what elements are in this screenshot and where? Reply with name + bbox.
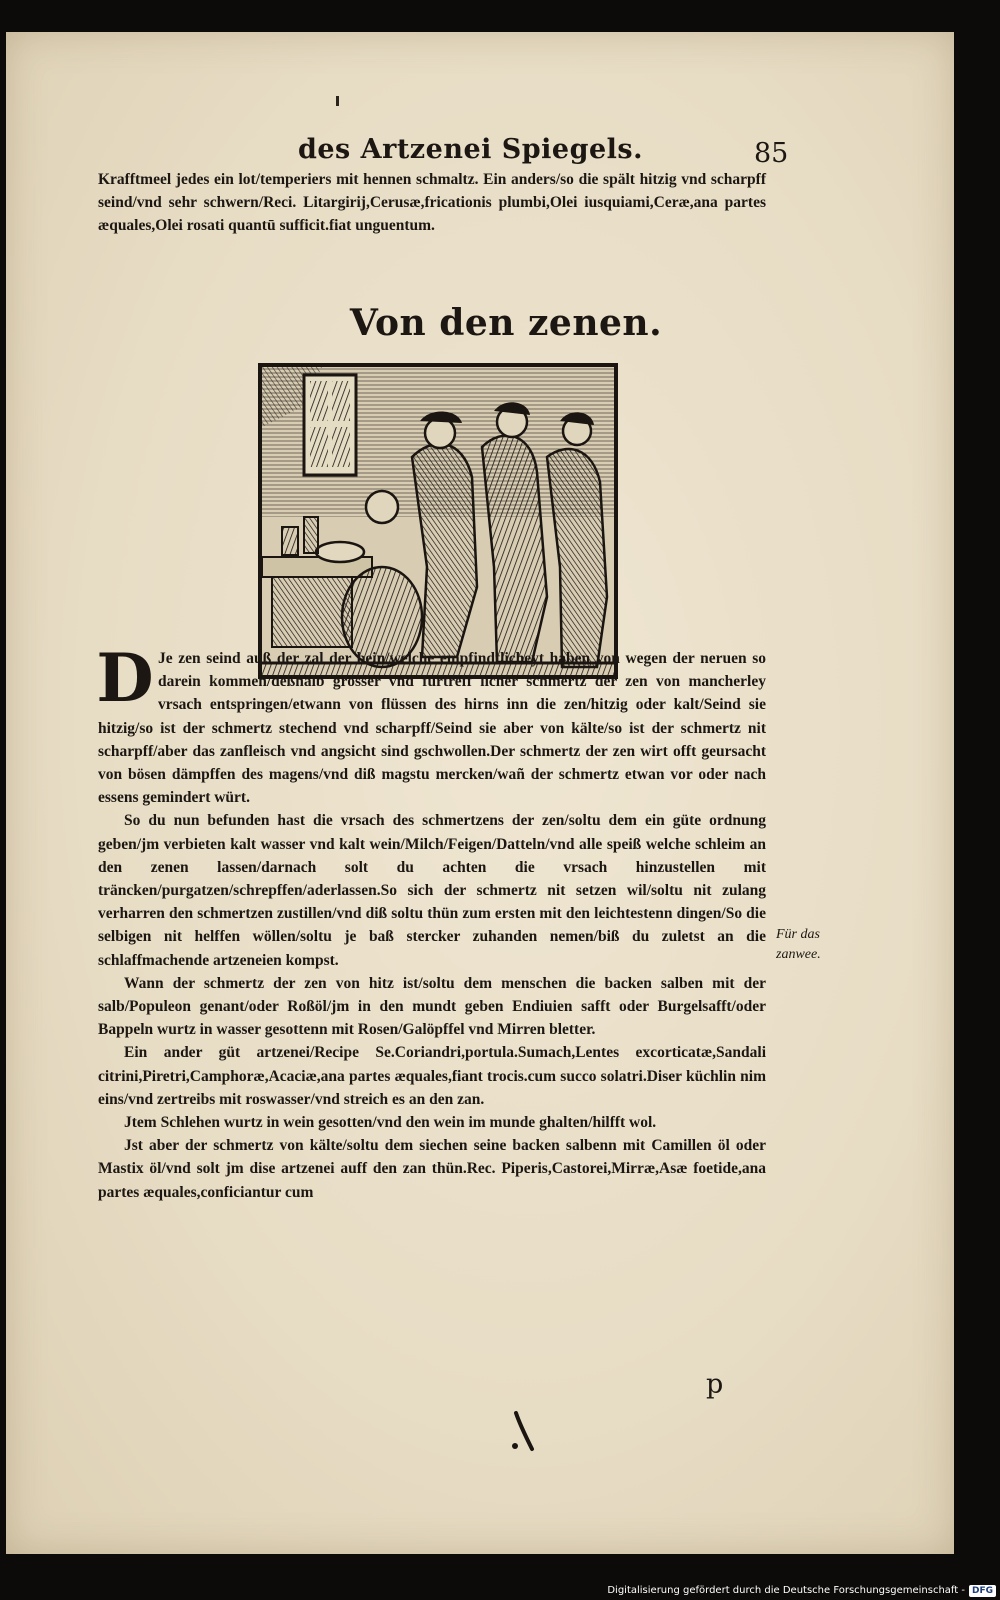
page-number: 85	[754, 138, 789, 169]
decorated-initial: D	[96, 639, 154, 717]
paragraph-2: So du nun befunden hast die vrsach des schmertzens der zen/soltu dem ein güte ordnung geben/jm verbieten kalt wasser vnd kalt wein/Milch/Feigen/Datteln/vnd alle speiß welche schleim an den zenen lassen/darnach solt du achten die vrsach hinzustellen mit träncken/purgatzen/schrepffen/aderlassen.So sich der schmertz nit setzen wil/soltu nit zulang verharren den schmertzen zustillen/vnd diß soltu thün zum ersten mit den leichtestenn dingen/So die selbigen nit helffen wöllen/soltu je baß stercker zuhanden nemen/biß du zuletst an die schlaffmachende artzeneien kompst.	[98, 812, 766, 969]
paragraph-4: Ein ander güt artzenei/Recipe Se.Coriandri,portula.Sumach,Lentes excorticatæ,Sandali citrini,Piretri,Camphoræ,Acaciæ,ana partes æquales,fiant trocis.cum succo solatri.Diser küchlin nim eins/vnd zertreibs mit roswasser/vnd streich es an den zan.	[98, 1044, 766, 1108]
book-page	[6, 32, 954, 1554]
paragraph-5: Jtem Schlehen wurtz in wein gesotten/vnd den wein im munde ghalten/hilfft wol.	[124, 1114, 657, 1132]
woodcut-illustration	[258, 363, 618, 679]
main-text-block	[96, 639, 766, 1204]
footer-text: Digitalisierung gefördert durch die Deutsche Forschungsgemeinschaft -	[607, 1585, 965, 1596]
ink-speck	[336, 96, 339, 106]
ink-stroke-mark	[512, 1411, 536, 1453]
digitization-footer	[607, 1585, 996, 1597]
running-head: des Artzenei Spiegels.	[298, 134, 644, 165]
marginal-note: Für das zanwee.	[776, 927, 821, 962]
paragraph-3: Wann der schmertz der zen von hitz ist/soltu dem menschen die backen salben mit der salb/Populeon genant/oder Roßöl/jm in den mundt geben Endiuien safft oder Burgelsafft/oder Bappeln wurtz in wasser gesottenn mit Rosen/Galöpffel vnd Mirren bletter.	[98, 974, 766, 1039]
signature-mark: p	[706, 1369, 724, 1400]
top-paragraph: Krafftmeel jedes ein lot/temperiers mit hennen schmaltz. Ein anders/so die spält hitzig vnd scharpff seind/vnd sehr schwern/Reci. Litargirij,Cerusæ,fricationis plumbi,Olei iusquiami,Ceræ,ana partes æquales,Olei rosati quantū sufficit.fiat unguentum.	[98, 171, 766, 235]
section-heading: Von den zenen.	[349, 302, 663, 344]
dfg-logo: DFG	[969, 1585, 996, 1597]
top-paragraph-block	[98, 168, 766, 238]
paragraph-6: Jst aber der schmertz von kälte/soltu dem siechen seine backen salbenn mit Camillen öl oder Mastix öl/vnd solt jm dise artzenei auff den zan thün.Rec. Piperis,Castorei,Mirræ,Asæ foetide,ana partes æquales,conficiantur cum	[98, 1137, 766, 1201]
paragraph-1: Je zen seind auß der zal der bein/welche empfindtlicheyt haben von wegen der neruen so darein kommen/deßhalb grosser vnd fürtreff licher schmertz der zen von mancherley vrsach entspringen/etwann von flüssen des hirns inn die zen/hitzig oder kalt/Seind sie hitzig/so ist der schmertz stechend vnd scharpff/Seind sie aber von kälte/so ist der schmertz nit scharpff/aber das zanfleisch vnd angsicht sind gschwollen.Der schmertz der zen wirt offt geursacht von bösen dämpffen des magens/vnd diß magstu mercken/wañ der schmertz etwan vor oder nach essens gemindert würt.	[98, 650, 766, 807]
dental-scene-woodcut	[262, 367, 614, 675]
